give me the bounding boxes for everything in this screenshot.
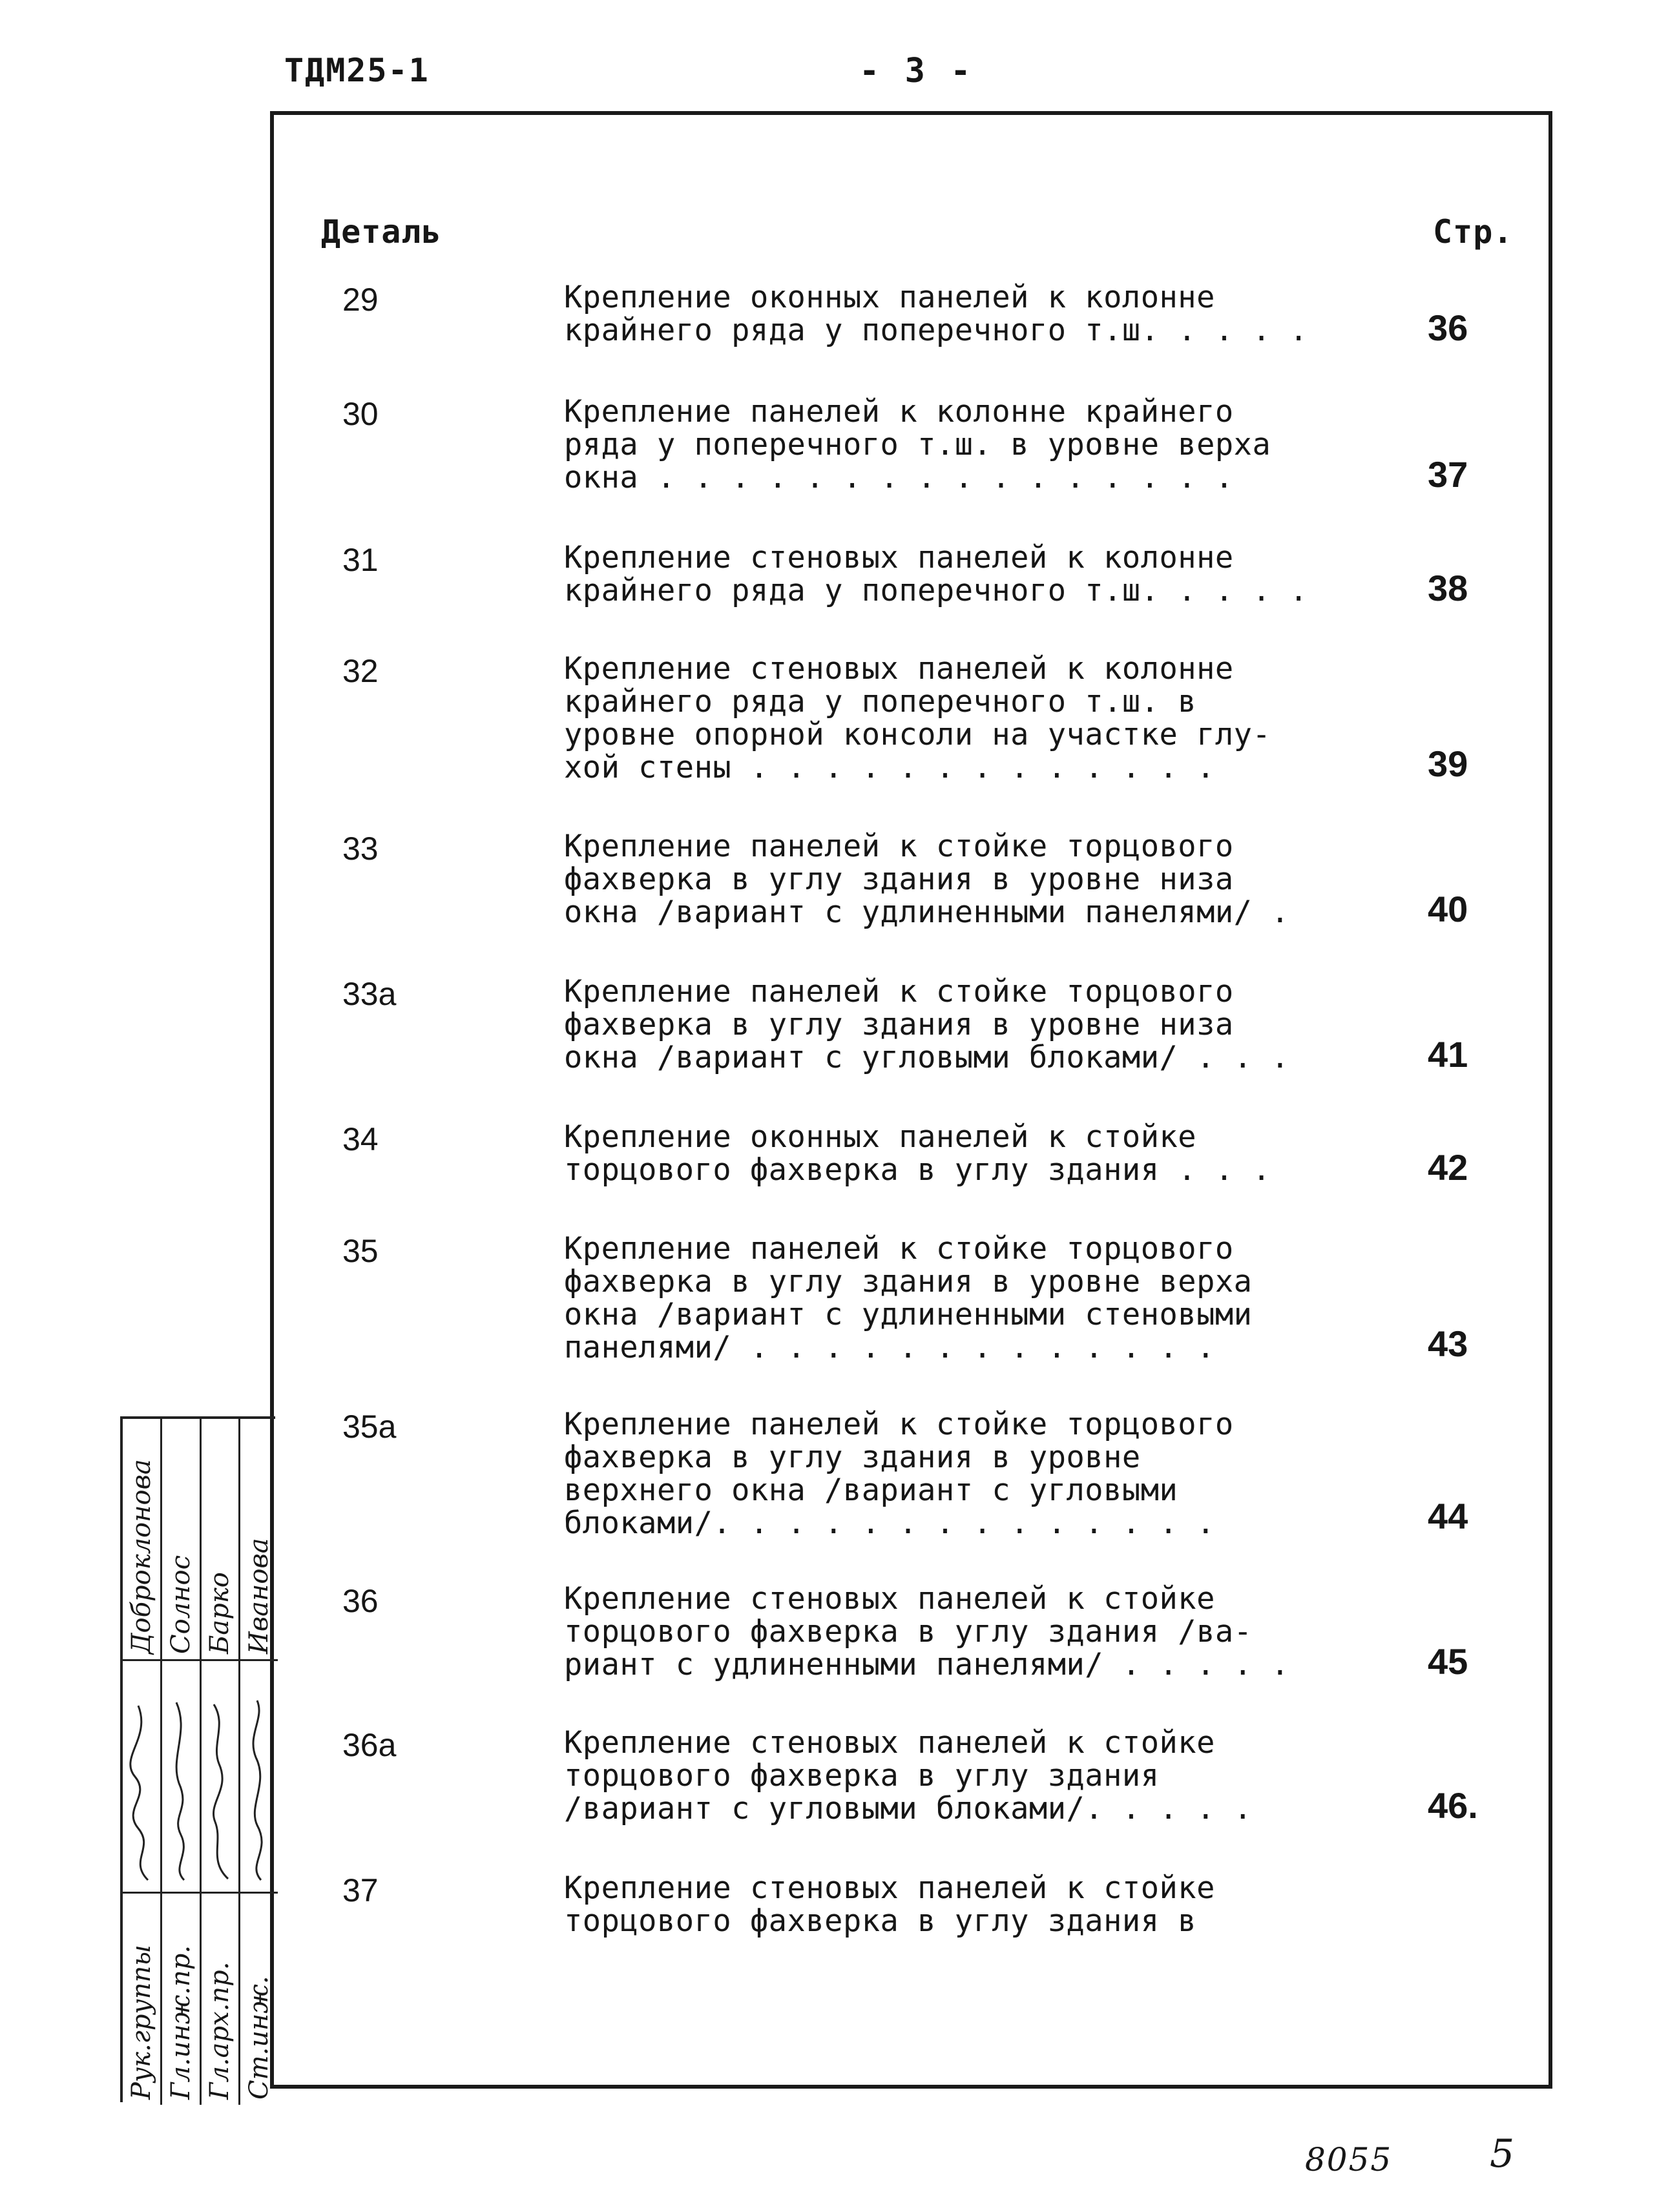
page-ref: 41 [1428, 1034, 1468, 1075]
document-code: ТДМ25-1 [284, 52, 430, 89]
detail-title: Крепление оконных панелей к колонне крайнего ряда у поперечного т.ш. . . . . [564, 280, 1308, 348]
page-ref: 37 [1428, 454, 1468, 495]
detail-title: Крепление панелей к стойке торцового фахверка в углу здания в уровне верхнего окна /вариант с угловыми блоками/. . . . . . . . . . . . . . [564, 1407, 1234, 1541]
page-column-header: Стр. [1433, 213, 1514, 251]
stamp-role: Рук.группы [123, 1892, 160, 2105]
page-ref: 45 [1428, 1641, 1468, 1682]
detail-number: 35 [342, 1233, 379, 1269]
stamp-role: Ст.инж. [240, 1892, 278, 2105]
detail-number: 33а [342, 976, 397, 1012]
detail-title: Крепление панелей к стойке торцового фахверка в углу здания в уровне верха окна /вариант с удлиненными стеновыми панелями/ . . . . . . . . . . . . . [564, 1231, 1253, 1365]
stamp-name: Иванова [244, 1538, 275, 1654]
page-ref: 39 [1428, 743, 1468, 784]
detail-number: 34 [342, 1121, 379, 1157]
detail-title: Крепление оконных панелей к стойке торцового фахверка в углу здания . . . [564, 1119, 1271, 1188]
page-ref: 38 [1428, 568, 1468, 608]
detail-title: Крепление стеновых панелей к стойке торцового фахверка в углу здания в [564, 1870, 1215, 1939]
detail-number: 32 [342, 653, 379, 689]
approval-stamp [120, 1416, 275, 2102]
detail-title: Крепление стеновых панелей к стойке торцового фахверка в углу здания /ва- риант с удлиненными панелями/ . . . . . [564, 1581, 1290, 1682]
detail-number: 35а [342, 1409, 397, 1445]
detail-title: Крепление стеновых панелей к стойке торцового фахверка в углу здания /вариант с угловыми блоками/. . . . . [564, 1725, 1253, 1826]
detail-number: 37 [342, 1872, 379, 1908]
page-ref: 40 [1428, 889, 1468, 929]
page-ref: 44 [1428, 1496, 1468, 1536]
detail-number: 36 [342, 1583, 379, 1619]
page-number: - 3 - [859, 52, 974, 90]
detail-column-header: Деталь [321, 213, 442, 251]
stamp-name: Доброклонова [126, 1459, 156, 1654]
detail-title: Крепление стеновых панелей к колонне крайнего ряда у поперечного т.ш. . . . . [564, 540, 1308, 608]
stamp-role: Гл.арх.пр. [202, 1892, 239, 2105]
stamp-row [240, 1419, 278, 2105]
detail-number: 31 [342, 542, 379, 578]
detail-number: 30 [342, 396, 379, 432]
stamp-row [162, 1419, 202, 2105]
signature-image [123, 1659, 160, 1892]
page-ref: 42 [1428, 1147, 1468, 1188]
detail-title: Крепление панелей к стойке торцового фахверка в углу здания в уровне низа окна /вариант с удлиненными панелями/ . [564, 829, 1290, 930]
archive-number: 8055 [1305, 2141, 1393, 2178]
signature-image [162, 1659, 200, 1892]
stamp-role: Гл.инж.пр. [162, 1892, 200, 2105]
stamp-row [123, 1419, 162, 2105]
detail-title: Крепление панелей к колонне крайнего ряда у поперечного т.ш. в уровне верха окна . . . . . . . . . . . . . . . . [564, 394, 1271, 495]
detail-number: 29 [342, 282, 379, 318]
detail-number: 33 [342, 831, 379, 867]
stamp-name: Солнос [165, 1555, 196, 1654]
stamp-row [202, 1419, 241, 2105]
detail-title: Крепление панелей к стойке торцового фахверка в углу здания в уровне низа окна /вариант с угловыми блоками/ . . . [564, 974, 1290, 1075]
detail-title: Крепление стеновых панелей к колонне крайнего ряда у поперечного т.ш. в уровне опорной консоли на участке глу- хой стены . . . . . . . . . . . . . [564, 651, 1271, 785]
signature-image [240, 1659, 278, 1892]
page-ref: 36 [1428, 307, 1468, 348]
stamp-name: Барко [205, 1572, 235, 1654]
signature-image [202, 1659, 239, 1892]
detail-number: 36а [342, 1727, 397, 1763]
page-ref: 46. [1428, 1785, 1478, 1826]
sheet-number: 5 [1490, 2131, 1515, 2176]
page-ref: 43 [1428, 1323, 1468, 1364]
